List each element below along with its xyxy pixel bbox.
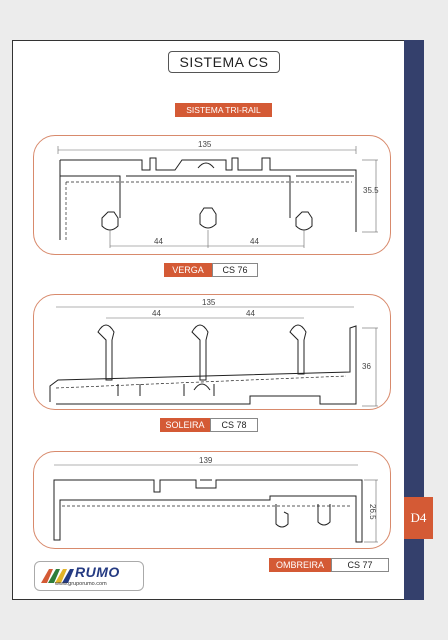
label-ombreira (269, 558, 389, 572)
dim-spacing-soleira-2: 44 (246, 309, 255, 318)
dim-width-verga: 135 (198, 140, 212, 149)
label-verga (164, 263, 258, 277)
profile-name-verga: VERGA (164, 263, 212, 277)
dim-spacing-verga-1: 44 (154, 237, 163, 246)
dim-height-ombreira: 26.5 (368, 504, 377, 520)
logo-brand: RUMO (75, 564, 120, 580)
system-subtitle: SISTEMA TRI-RAIL (175, 103, 272, 117)
profile-code-soleira: CS 78 (210, 418, 258, 432)
dim-spacing-soleira-1: 44 (152, 309, 161, 318)
page-title: SISTEMA CS (168, 51, 280, 73)
dim-width-ombreira: 139 (199, 456, 213, 465)
profile-code-ombreira: CS 77 (331, 558, 389, 572)
dim-height-verga: 35.5 (363, 186, 379, 195)
brand-logo (34, 561, 144, 591)
dim-width-soleira: 135 (202, 298, 216, 307)
profile-code-verga: CS 76 (212, 263, 258, 277)
profile-name-soleira: SOLEIRA (160, 418, 210, 432)
label-soleira (160, 418, 258, 432)
dim-spacing-verga-2: 44 (250, 237, 259, 246)
logo-url: www.gruporumo.com (55, 581, 107, 587)
section-tab: D4 (404, 497, 433, 539)
profile-name-ombreira: OMBREIRA (269, 558, 331, 572)
dim-height-soleira: 36 (362, 362, 371, 371)
